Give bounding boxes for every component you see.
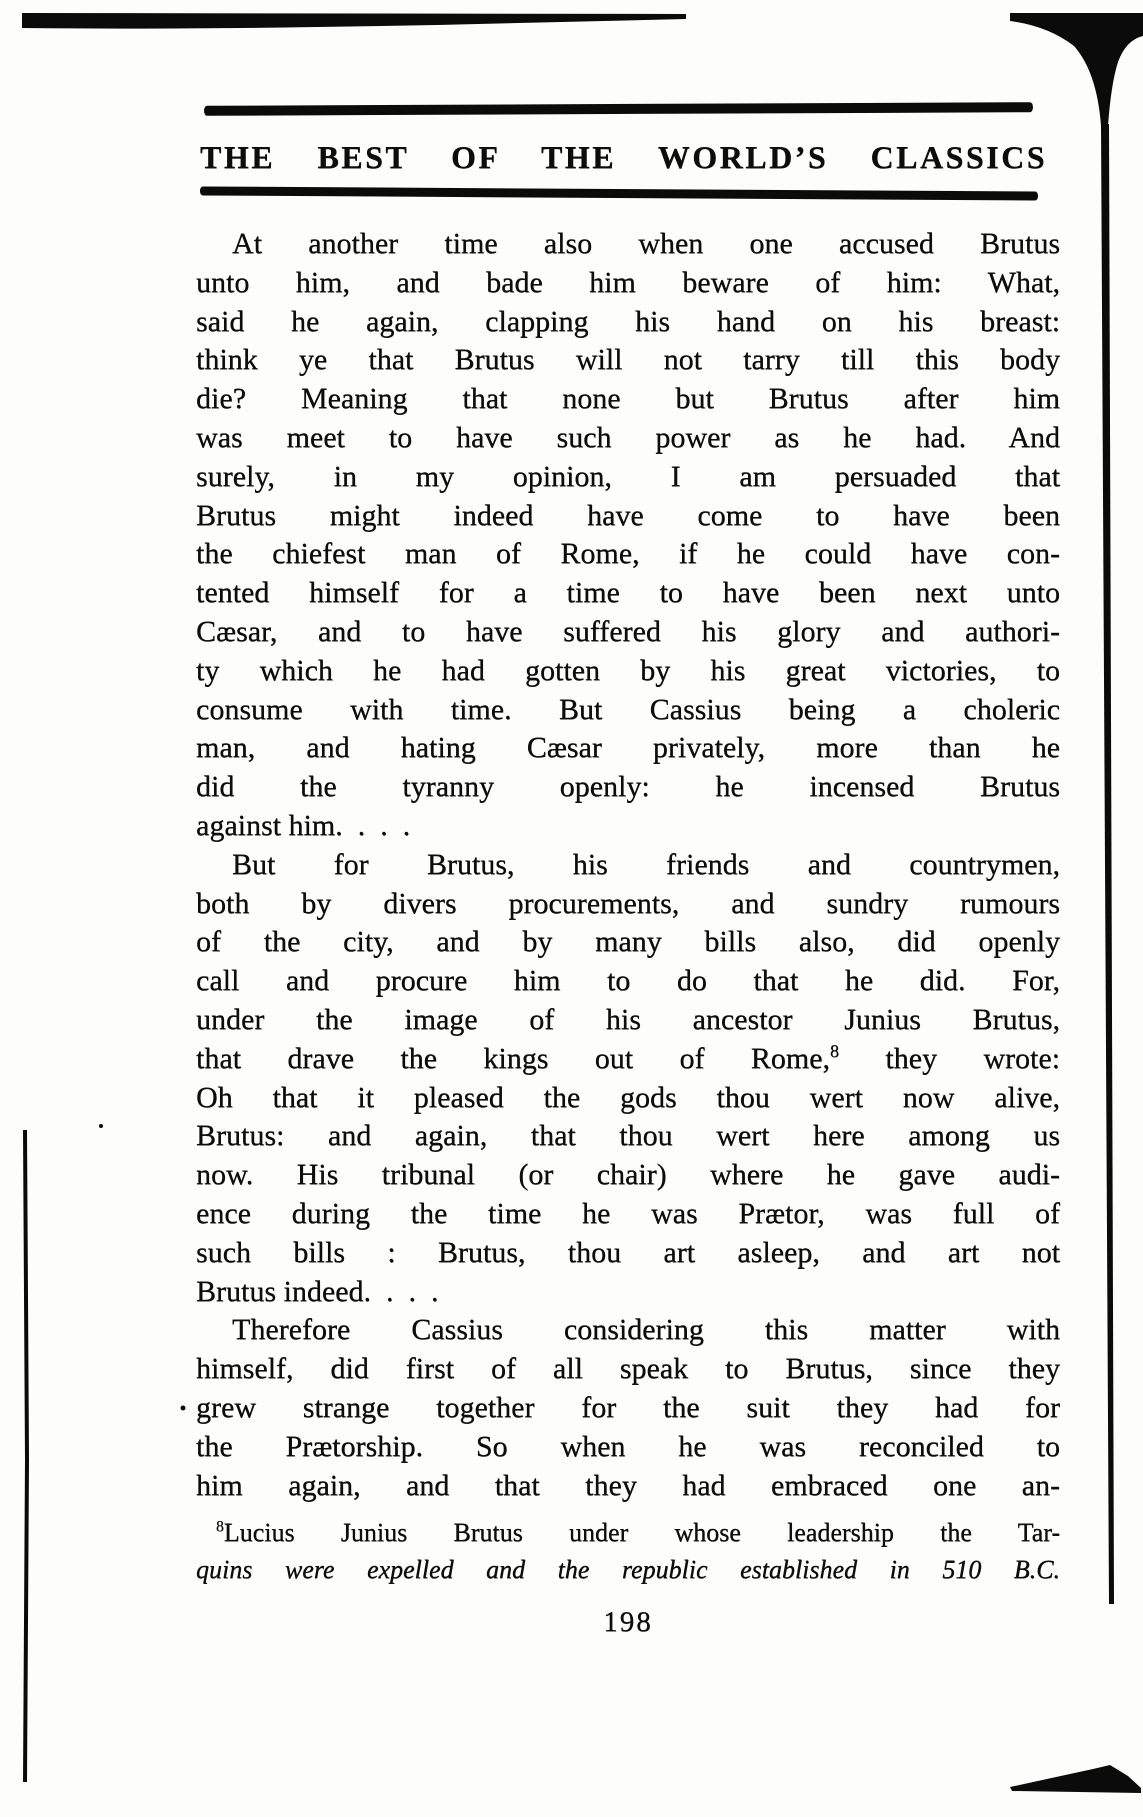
- text-line: was meet to have such power as he had. And: [196, 420, 1060, 454]
- text-line: unto him, and bade him beware of him: What,: [196, 265, 1060, 299]
- text-line: tented himself for a time to have been next unto: [196, 576, 1060, 610]
- scan-edge-top: [22, 13, 686, 29]
- body-text: [196, 225, 1060, 1505]
- text-line: Oh that it pleased the gods thou wert now alive,: [196, 1080, 1060, 1114]
- header-rule-bottom: [200, 186, 1038, 200]
- scan-corner-bottom-right: [1010, 1765, 1141, 1793]
- ink-speck: [181, 1406, 186, 1411]
- footnote: [196, 1514, 1060, 1588]
- page-title: THE BEST OF THE WORLD’S CLASSICS: [200, 139, 1047, 175]
- text-line: of the city, and by many bills also, did openly: [196, 925, 1060, 959]
- text-line: Brutus: and again, that thou wert here among us: [196, 1119, 1060, 1153]
- text-line: him again, and that they had embraced one an-: [196, 1468, 1060, 1502]
- page-number: 198: [603, 1606, 653, 1638]
- text-line: call and procure him to do that he did. For,: [196, 964, 1060, 998]
- text-line: die? Meaning that none but Brutus after him: [196, 382, 1060, 416]
- text-line: the chiefest man of Rome, if he could have con-: [196, 537, 1060, 571]
- text-line: Brutus indeed. . . .: [196, 1274, 439, 1308]
- text-segment: they wrote:: [838, 1041, 1060, 1075]
- text-line: said he again, clapping his hand on his breast:: [196, 304, 1060, 338]
- footnote-ref-marker: 8: [829, 1040, 839, 1061]
- text-line: ence during the time he was Prætor, was full of: [196, 1196, 1060, 1230]
- text-line: the Prætorship. So when he was reconciled to: [196, 1429, 1060, 1463]
- footnote-marker: 8: [216, 1518, 224, 1536]
- footnote-line: [196, 1514, 1060, 1551]
- scan-edge-left-line: [23, 1130, 29, 1782]
- text-line: did the tyranny openly: he incensed Brutus: [196, 770, 1060, 804]
- text-line: himself, did first of all speak to Brutus, since they: [196, 1352, 1060, 1386]
- text-line: consume with time. But Cassius being a choleric: [196, 692, 1060, 726]
- header-rule-top: [204, 102, 1033, 116]
- scan-edge-right-line: [1101, 124, 1114, 1604]
- text-line: under the image of his ancestor Junius Brutus,: [196, 1002, 1060, 1036]
- footnote-line: quins were expelled and the republic established in 510 B.C.: [196, 1555, 1060, 1584]
- text-line: But for Brutus, his friends and countrymen,: [232, 847, 1060, 881]
- text-line: surely, in my opinion, I am persuaded that: [196, 459, 1060, 493]
- text-segment: that drave the kings out of Rome,: [196, 1041, 830, 1075]
- text-line: against him. . . .: [196, 808, 411, 842]
- text-line: both by divers procurements, and sundry rumours: [196, 886, 1060, 920]
- text-line-with-footnote-ref: [196, 1040, 1060, 1079]
- text-line: ty which he had gotten by his great victories, to: [196, 653, 1060, 687]
- text-line: Therefore Cassius considering this matter with: [232, 1313, 1060, 1347]
- ink-speck: [99, 1124, 103, 1128]
- text-line: grew strange together for the suit they had for: [196, 1390, 1060, 1424]
- footnote-text: Lucius Junius Brutus under whose leadership the Tar-: [223, 1518, 1060, 1547]
- text-line: such bills : Brutus, thou art asleep, and art not: [196, 1235, 1060, 1269]
- text-line: now. His tribunal (or chair) where he gave audi-: [196, 1158, 1060, 1192]
- text-line: Brutus might indeed have come to have been: [196, 498, 1060, 532]
- text-line: At another time also when one accused Brutus: [232, 227, 1060, 260]
- text-line: man, and hating Cæsar privately, more than he: [196, 731, 1060, 765]
- text-line: Cæsar, and to have suffered his glory and authori-: [196, 614, 1060, 648]
- text-line: think ye that Brutus will not tarry till this body: [196, 343, 1060, 377]
